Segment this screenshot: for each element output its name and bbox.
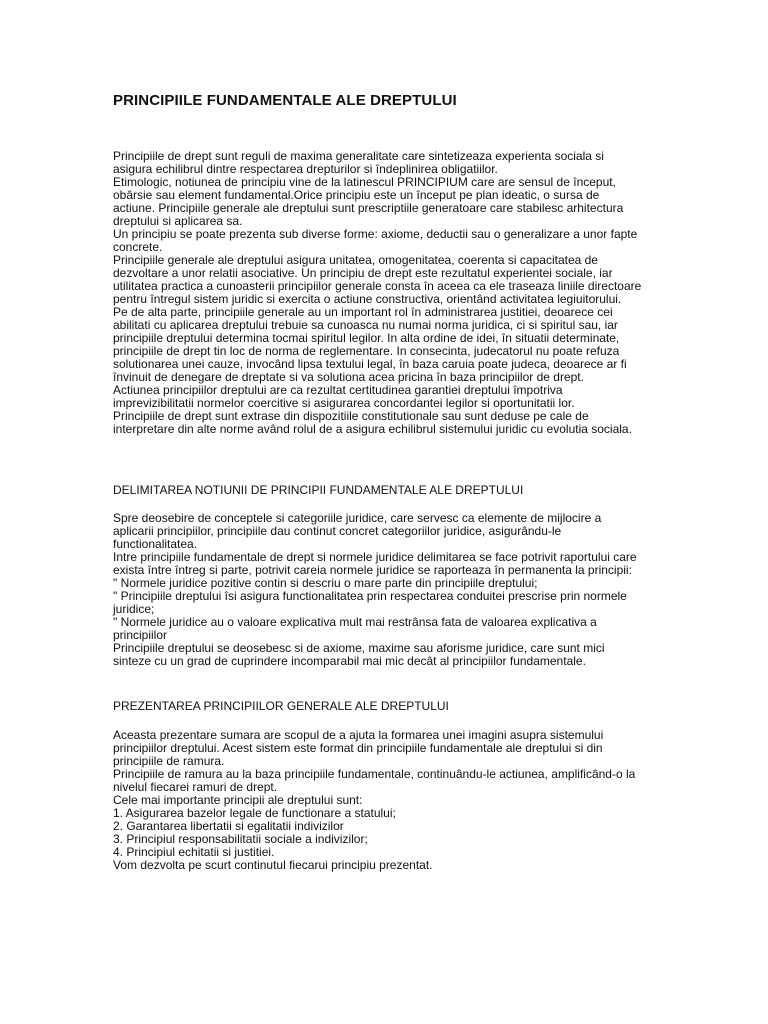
text-line: principiile dreptului determina tocmai spiritul legilor. In alta ordine de idei, în situatii determinate, bbox=[113, 331, 620, 345]
text-line: juridice; bbox=[113, 602, 155, 616]
text-line: exista între întreg si parte, potrivit careia normele juridice se raporteaza în permanenta la principii: bbox=[113, 563, 632, 577]
text-line: Cele mai importante principii ale dreptului sunt: bbox=[113, 793, 363, 807]
text-line: concrete. bbox=[113, 240, 163, 254]
text-line: Spre deosebire de conceptele si categoriile juridice, care servesc ca elemente de mijlocire a bbox=[113, 511, 602, 525]
text-line: Vom dezvolta pe scurt continutul fiecarui principiu prezentat. bbox=[113, 858, 433, 872]
text-line: imprevizibilitatii normelor coercitive si asigurarea concordantei legilor si oportunitatii lor. bbox=[113, 396, 575, 410]
text-line: " Normele juridice pozitive contin si descriu o mare parte din principiile dreptului; bbox=[113, 576, 538, 590]
text-line: interpretare din alte norme având rolul de a asigura echilibrul sistemului juridic cu evolutia sociala. bbox=[113, 422, 632, 436]
text-line: principiilor bbox=[113, 628, 168, 642]
text-line: Un principiu se poate prezenta sub diverse forme: axiome, deductii sau o generalizare a unor fapte bbox=[113, 227, 638, 241]
text-line: Intre principiile fundamentale de drept si normele juridice delimitarea se face potrivit raportului care bbox=[113, 550, 637, 564]
text-line: Actiunea principiilor dreptului are ca rezultat certitudinea garantiei dreptului împotriva bbox=[113, 383, 563, 397]
text-line: asigura echilibrul dintre respectarea drepturilor si îndeplinirea obligatiilor. bbox=[113, 162, 498, 176]
text-line: Principiile de drept sunt reguli de maxima generalitate care sintetizeaza experienta sociala si bbox=[113, 149, 604, 163]
section-heading-prezentarea: PREZENTAREA PRINCIPIILOR GENERALE ALE DREPTULUI bbox=[113, 699, 449, 713]
text-line: " Principiile dreptului îsi asigura functionalitatea prin respectarea conduitei prescrise prin normele bbox=[113, 589, 627, 603]
text-line: Principiile generale ale dreptului asigura unitatea, omogenitatea, coerenta si capacitatea de bbox=[113, 253, 598, 267]
text-line: actiune. Principiile generale ale dreptului sunt prescriptiile generatoare care stabilesc arhitectura bbox=[113, 201, 624, 215]
text-line: 3. Principiul responsabilitatii sociale a indivizilor; bbox=[113, 832, 368, 846]
text-line: solutionarea unei cauze, invocând lipsa textului legal, în baza caruia poate judeca, deoarece ar fi bbox=[113, 357, 627, 371]
text-line: Etimologic, notiunea de principiu vine de la latinescul PRINCIPIUM care are sensul de început, bbox=[113, 175, 616, 189]
intro-section bbox=[113, 150, 668, 436]
text-line: dezvoltare a unor relatii asociative. Un principiu de drept este rezultatul experientei sociale, iar bbox=[113, 266, 613, 280]
text-line: Principiile de drept sunt extrase din dispozitiile constitutionale sau sunt deduse pe cale de bbox=[113, 409, 589, 423]
text-line: 1. Asigurarea bazelor legale de functionare a statului; bbox=[113, 806, 396, 820]
text-line: învinuit de denegare de dreptate si va solutiona acea pricina în baza principiilor de drept. bbox=[113, 370, 584, 384]
text-line: Principiile dreptului se deosebesc si de axiome, maxime sau aforisme juridice, care sunt mici bbox=[113, 641, 605, 655]
text-line: Principiile de ramura au la baza principiile fundamentale, continuându-le actiunea, amplificând-o la bbox=[113, 767, 636, 781]
text-line: obârsie sau element fundamental.Orice principiu este un început pe plan ideatic, o sursa de bbox=[113, 188, 600, 202]
text-line: " Normele juridice au o valoare explicativa mult mai restrânsa fata de valoarea explicativa a bbox=[113, 615, 597, 629]
section-heading-delimitarea: DELIMITAREA NOTIUNII DE PRINCIPII FUNDAMENTALE ALE DREPTULUI bbox=[113, 483, 524, 497]
presentation-section bbox=[113, 729, 668, 872]
text-line: abilitati cu aplicarea dreptului trebuie sa cunoasca nu numai norma juridica, ci si spiritul sau, iar bbox=[113, 318, 618, 332]
text-line: principiilor dreptului. Acest sistem este format din principiile fundamentale ale dreptului si din bbox=[113, 741, 603, 755]
text-line: pentru întregul sistem juridic si exercita o actiune constructiva, orientând activitatea legiuitorului. bbox=[113, 292, 622, 306]
text-line: nivelul fiecarei ramuri de drept. bbox=[113, 780, 278, 794]
text-line: aplicarii principiilor, principiile dau continut concret categoriilor juridice, asigurându-le bbox=[113, 524, 562, 538]
delimitation-section bbox=[113, 512, 668, 668]
text-line: 4. Principiul echitatii si justitiei. bbox=[113, 845, 275, 859]
text-line: dreptului si aplicarea sa. bbox=[113, 214, 243, 228]
text-line: Aceasta prezentare sumara are scopul de a ajuta la formarea unei imagini asupra sistemului bbox=[113, 728, 604, 742]
text-line: sinteze cu un grad de cuprindere incomparabil mai mic decât al principiilor fundamentale. bbox=[113, 654, 586, 668]
text-line: utilitatea practica a cunoasterii principiilor generale consta în aceea ca ele traseaza liniile directoare bbox=[113, 279, 642, 293]
text-line: principiile de drept tin loc de norma de reglementare. In consecinta, judecatorul nu poate refuza bbox=[113, 344, 620, 358]
text-line: functionalitatea. bbox=[113, 537, 198, 551]
text-line: Pe de alta parte, principiile generale au un important rol în administrarea justitiei, deoarece cei bbox=[113, 305, 613, 319]
page-title: PRINCIPIILE FUNDAMENTALE ALE DREPTULUI bbox=[113, 92, 457, 109]
text-line: 2. Garantarea libertatii si egalitatii indivizilor bbox=[113, 819, 344, 833]
text-line: principiile de ramura. bbox=[113, 754, 225, 768]
